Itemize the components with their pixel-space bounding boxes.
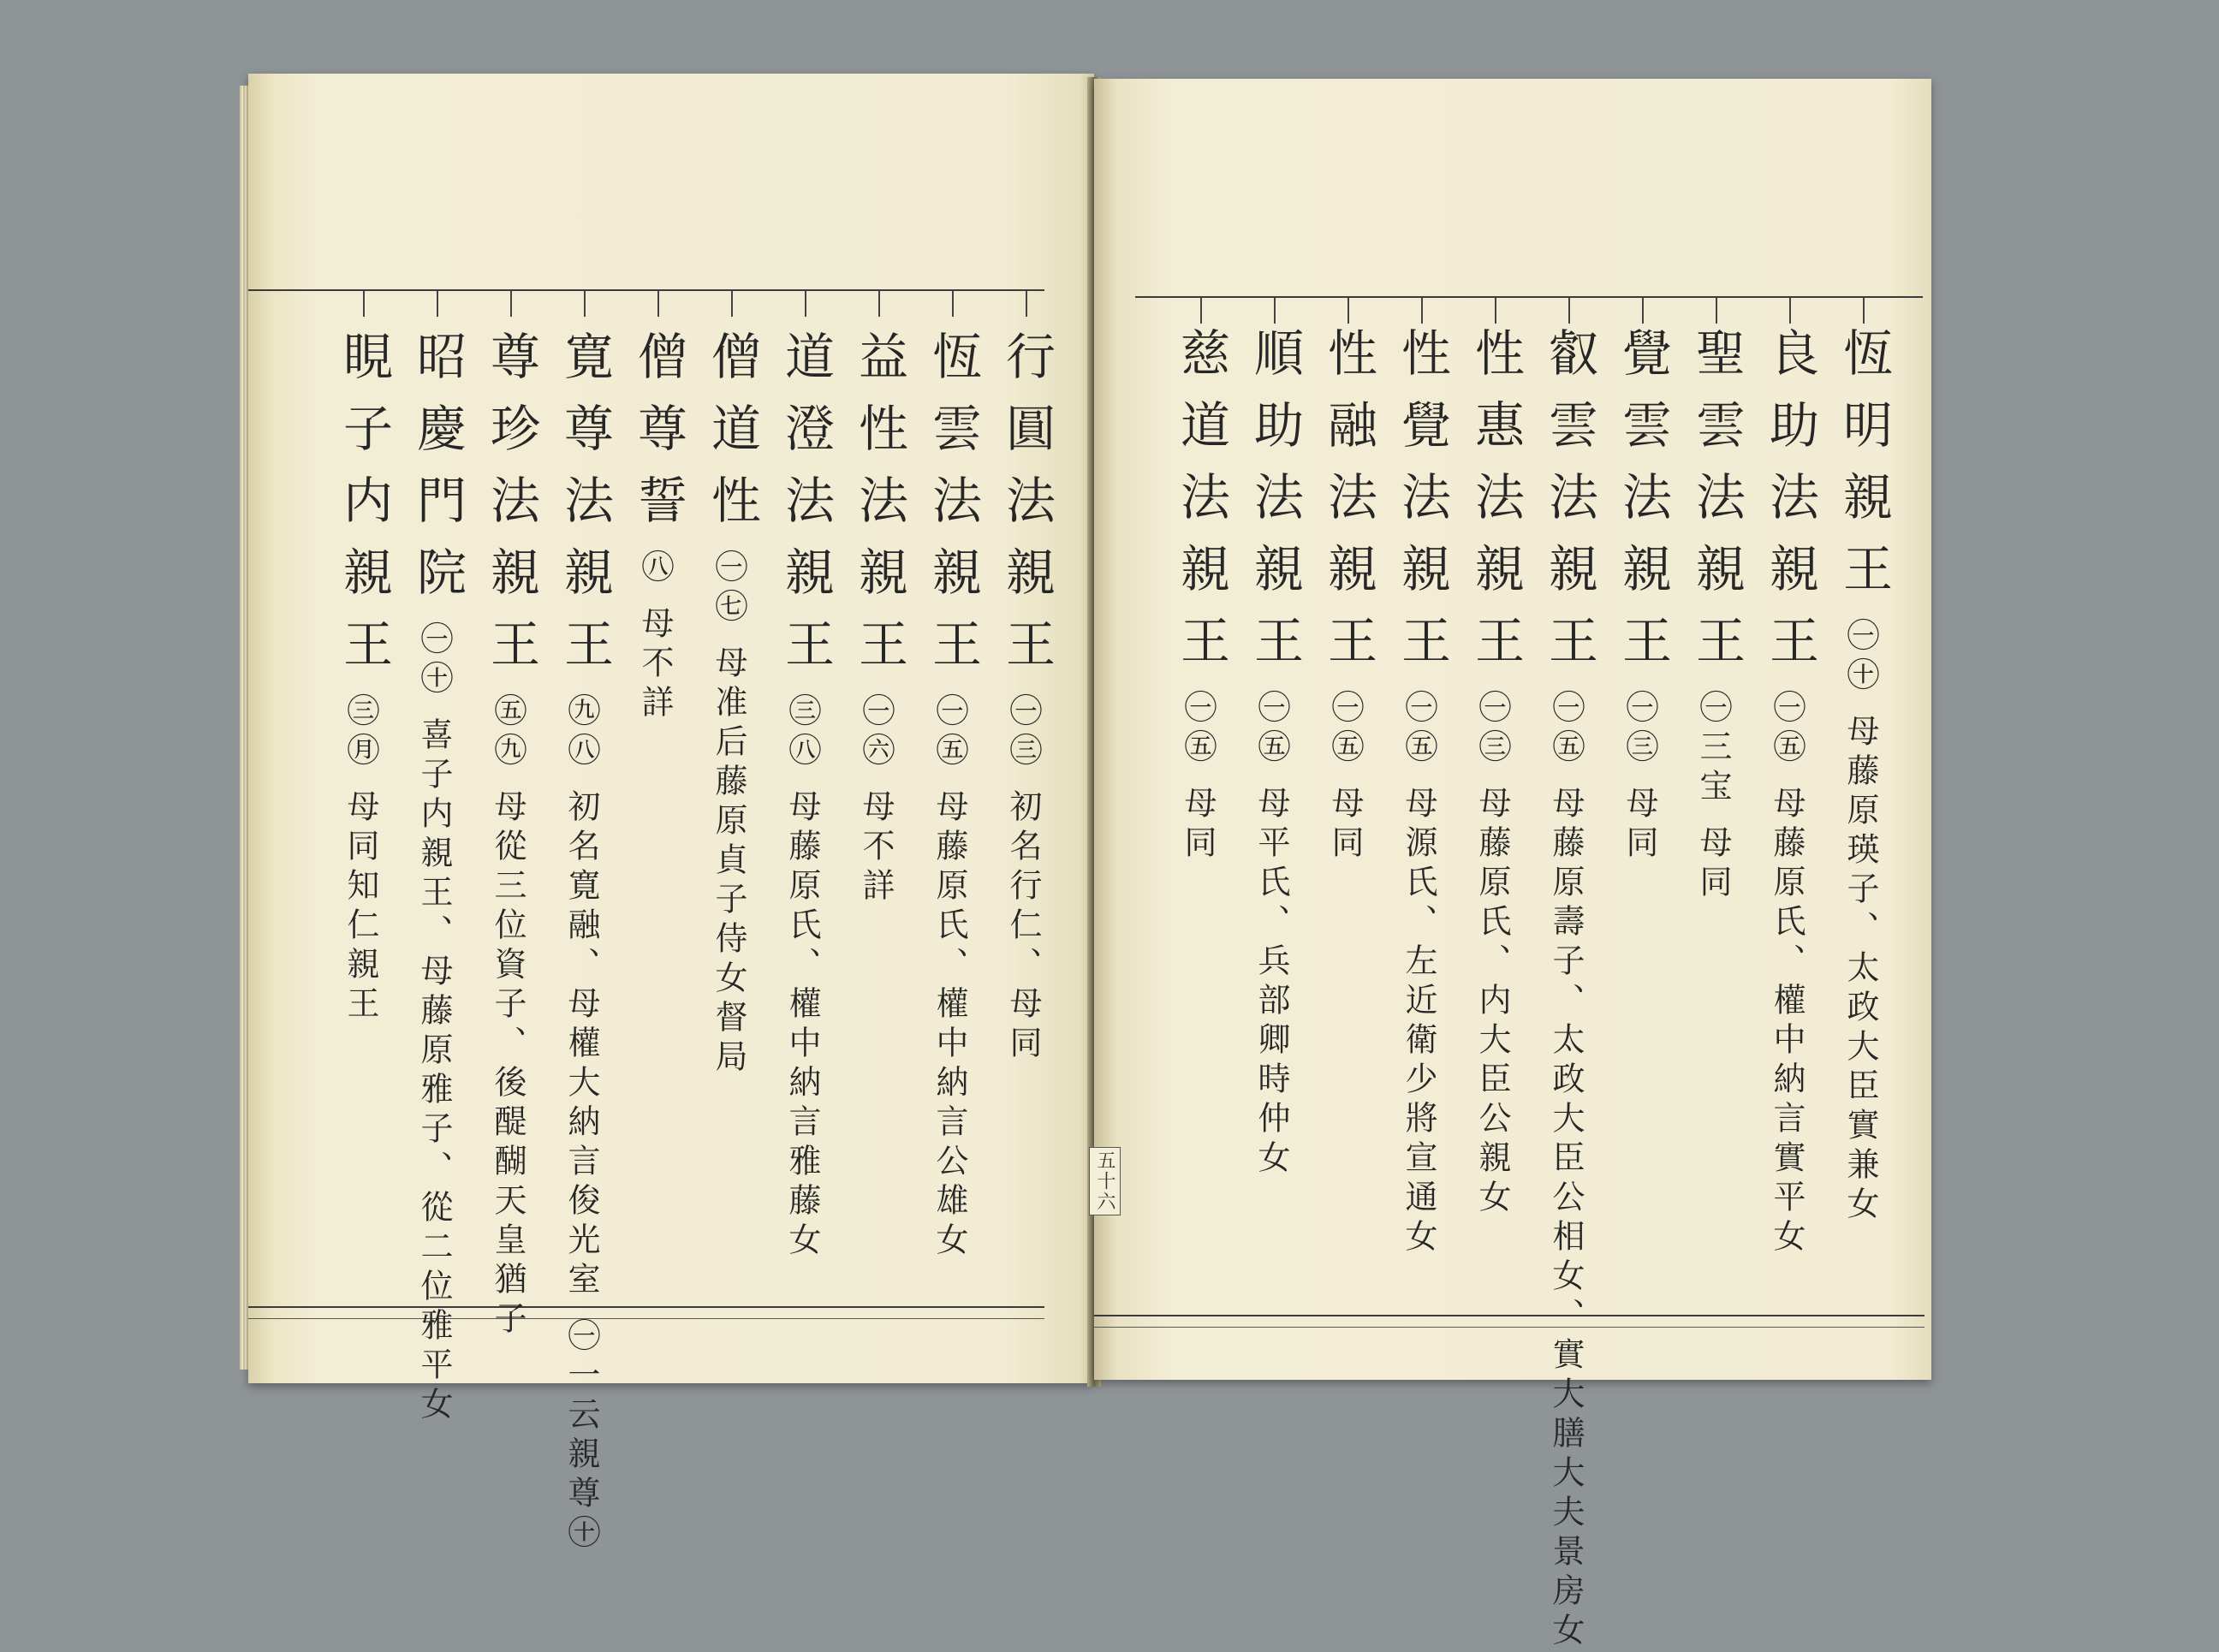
entry-connector [1495,298,1496,324]
entry-connector [1421,298,1423,324]
entry-connector [1026,291,1027,317]
entry-name: 僧道性 [703,330,761,546]
entry-note: ㊂㊊ 母同知仁親王 [342,693,379,1026]
entry-name: 覺雲法親王 [1614,327,1672,686]
entry-note: ㊀㊄ 母藤原壽子、太政大臣公相女、實大膳大夫景房女 [1547,690,1585,1652]
entry-name: 慈道法親王 [1172,327,1230,686]
entry-name: 叡雲法親王 [1540,327,1598,686]
bottom-rule [1094,1315,1925,1316]
entry-connector [1716,298,1717,324]
entry-note: ㊀㊂ 母同 [1621,690,1658,865]
entry-name: 益性法親王 [850,330,908,690]
entry-connector [437,291,438,317]
entry-note: ㊇ 母不詳 [636,550,674,725]
entry-note: ㊀㊄ 母同 [1179,690,1217,865]
entry-name: 性融法親王 [1319,327,1377,686]
entry-connector [363,291,365,317]
entry-name: 尊珍法親王 [482,330,540,690]
bottom-rule-thin [1094,1327,1925,1328]
entry-note: ㊀㊅ 母不詳 [857,693,895,908]
entry-connector [1274,298,1276,324]
bottom-rule-thin [248,1318,1044,1319]
entry-name: 道澄法親王 [776,330,835,690]
entry-name: 順助法親王 [1246,327,1304,686]
folio-number: 五十六 [1089,1147,1121,1215]
entry-note: ㊀㊄ 母同 [1326,690,1364,865]
entry-name: 寛尊法親王 [556,330,614,690]
entry-name: 性覺法親王 [1393,327,1451,686]
entry-connector [584,291,586,317]
entry-note: ㊀㊉ 喜子内親王、母藤原雅子、從二位雅平女 [415,621,453,1427]
bottom-rule [248,1306,1044,1308]
entry-note: ㊀㊄ 母藤原氏、權中納言公雄女 [931,693,968,1263]
entry-connector [878,291,880,317]
entry-note: ㊀㊄ 母源氏、左近衛少將宣通女 [1400,690,1437,1259]
entry-name: 恆雲法親王 [924,330,982,690]
right-page [1094,79,1931,1652]
entry-note: ㊀㊉ 母藤原瑛子、太政大臣實兼女 [1841,618,1879,1227]
entry-connector [731,291,733,317]
entry-name: 聖雲法親王 [1687,327,1746,686]
entry-connector [510,291,512,317]
entry-connector [657,291,659,317]
entry-name: 僧尊誓 [629,330,687,546]
entry-connector [1347,298,1349,324]
entry-connector [805,291,806,317]
entry-note: ㊄㊈ 母從三位資子、後醍醐天皇猶子 [489,693,526,1341]
entry-connector [1568,298,1570,324]
left-page [248,74,1094,1555]
entry-connector [1863,298,1865,324]
entry-connector [952,291,954,317]
entry-name: 良助法親王 [1761,327,1819,686]
entry-note: ㊀三宝 母同 [1694,690,1732,905]
top-rule [248,289,1044,291]
entry-note: ㊀㊂ 母藤原氏、内大臣公親女 [1473,690,1511,1220]
entry-name: 睍子内親王 [335,330,393,690]
entry-name: 性惠法親王 [1466,327,1525,686]
entry-connector [1200,298,1202,324]
entry-note: ㊀㊂ 初名行仁、母同 [1004,693,1042,1066]
entry-name: 恆明親王 [1835,327,1893,615]
entry-note: ㊈㊇ 初名寛融、母權大納言俊光室 ㊀一云親尊㊉ [562,693,600,1555]
entry-name: 行圓法親王 [997,330,1056,690]
entry-note: ㊂㊇ 母藤原氏、權中納言雅藤女 [783,693,821,1263]
entry-note: ㊀㊆ 母准后藤原貞子侍女督局 [710,550,747,1079]
entry-name: 昭慶門院 [408,330,467,618]
entry-connector [1789,298,1791,324]
entry-connector [1642,298,1644,324]
entry-note: ㊀㊄ 母藤原氏、權中納言實平女 [1768,690,1806,1259]
entry-note: ㊀㊄ 母平氏、兵部卿時仲女 [1252,690,1290,1180]
top-rule [1135,296,1923,298]
